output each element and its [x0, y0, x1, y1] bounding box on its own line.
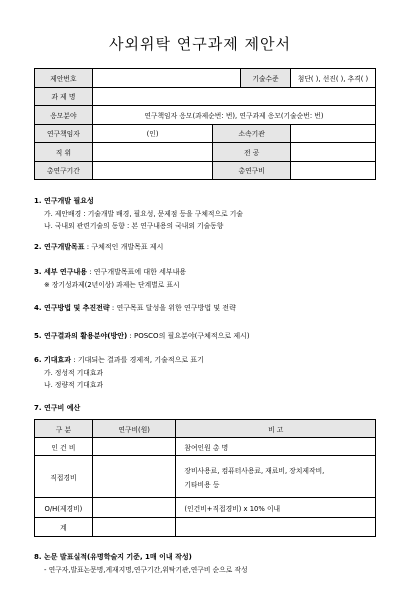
budget-total-note — [176, 518, 376, 537]
table-row — [35, 161, 376, 180]
section-1-item-a: 가. 제안배경 : 기술개발 배경, 필요성, 문제점 등을 구체적으로 기술 — [44, 210, 243, 218]
table-row — [35, 124, 376, 143]
proposal-no-field[interactable] — [92, 69, 240, 88]
budget-overhead-cost[interactable] — [92, 498, 176, 518]
task-name-label: 과 제 명 — [35, 87, 93, 106]
budget-header-cost: 연구비(원) — [92, 420, 176, 438]
budget-total-cost[interactable] — [92, 518, 176, 537]
tech-level-label: 기술수준 — [241, 69, 291, 88]
table-row — [35, 498, 376, 518]
period-field[interactable] — [92, 161, 212, 180]
table-row — [35, 518, 376, 537]
proposal-no-label: 제안번호 — [35, 69, 93, 88]
section-1-title: 1. 연구개발 필요성 — [34, 197, 94, 205]
proposal-info-table — [34, 68, 376, 180]
budget-direct-cost[interactable] — [92, 456, 176, 498]
budget-labor-cost[interactable] — [92, 438, 176, 456]
budget-direct-note-line-2: 기타비용 등 — [184, 480, 220, 489]
major-field[interactable] — [291, 143, 376, 162]
section-2: 2. 연구개발목표 : 구체적인 개발목표 제시 — [34, 243, 164, 251]
section-6: 6. 기대효과 : 기대되는 결과를 경제적, 기술적으로 표기 — [34, 356, 204, 364]
task-name-field[interactable] — [92, 87, 375, 106]
cost-field[interactable] — [291, 161, 376, 180]
budget-direct-note — [176, 456, 376, 498]
section-4: 4. 연구방법 및 추진전략 : 연구목표 달성을 위한 연구방법 및 전략 — [34, 304, 236, 312]
field-value[interactable]: 연구책임자 응모(과제순번: 번), 연구과제 응모(기술순번: 번) — [92, 106, 375, 125]
section-6-item-a: 가. 정성적 기대효과 — [44, 369, 104, 377]
budget-labor-note: 참여인원 총 명 — [176, 438, 376, 456]
budget-direct-note-line-1: 장비사용료, 컴퓨터사용료, 재료비, 장치제작비, — [184, 466, 325, 475]
table-row — [35, 87, 376, 106]
table-row — [35, 438, 376, 456]
section-3: 3. 세부 연구내용 : 연구개발목표에 대한 세부내용 — [34, 268, 187, 276]
position-label: 직 위 — [35, 143, 93, 162]
budget-overhead-note: (인건비+직접경비) x 10% 이내 — [176, 498, 376, 518]
cost-label: 총연구비 — [213, 161, 291, 180]
table-row — [35, 69, 376, 88]
section-3-note: ※ 장기성과제(2년이상) 과제는 단계별로 표시 — [44, 281, 180, 289]
table-row — [35, 420, 376, 438]
period-label: 총연구기간 — [35, 161, 93, 180]
section-1-item-b: 나. 국내외 관련기술의 동향 : 본 연구내용의 국내외 기술동향 — [44, 222, 224, 230]
section-8-text: - 연구자,발표논문명,게재지명,연구기간,위탁기관,연구비 순으로 작성 — [44, 566, 248, 574]
org-field[interactable] — [291, 124, 376, 143]
section-7-title: 7. 연구비 예산 — [34, 404, 81, 412]
major-label: 전 공 — [213, 143, 291, 162]
position-field[interactable] — [92, 143, 212, 162]
section-6-item-b: 나. 정량적 기대효과 — [44, 381, 104, 389]
budget-overhead-label: O/H(제경비) — [35, 498, 93, 518]
budget-header-item: 구 분 — [35, 420, 93, 438]
document-title: 사외위탁 연구과제 제안서 — [109, 35, 291, 53]
pi-label: 연구책임자 — [35, 124, 93, 143]
section-5: 5. 연구결과의 활용분야(방안) : POSCO의 필요분야(구체적으로 제시) — [34, 332, 250, 340]
table-row — [35, 143, 376, 162]
budget-total-label: 계 — [35, 518, 93, 537]
budget-header-note: 비 고 — [176, 420, 376, 438]
field-label: 응모분야 — [35, 106, 93, 125]
org-label: 소속기관 — [213, 124, 291, 143]
pi-field[interactable]: (인) — [92, 124, 212, 143]
table-row — [35, 456, 376, 498]
table-row — [35, 106, 376, 125]
budget-direct-label: 직접경비 — [35, 456, 93, 498]
budget-table — [34, 419, 376, 537]
tech-level-field[interactable]: 첨단( ), 선진( ), 추격( ) — [291, 69, 376, 88]
section-8-title: 8. 논문 발표실적(유명학술지 기준, 1매 이내 작성) — [34, 553, 192, 561]
budget-labor-label: 인 건 비 — [35, 438, 93, 456]
